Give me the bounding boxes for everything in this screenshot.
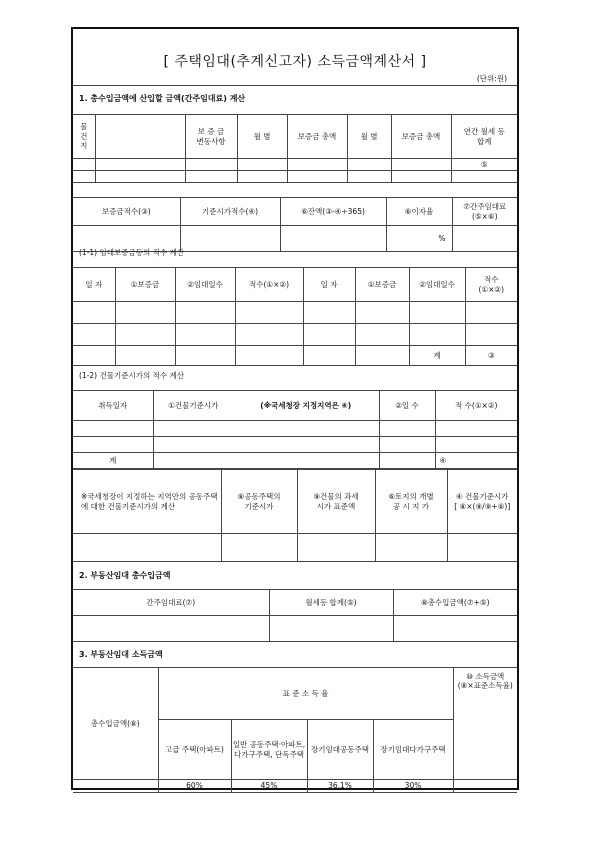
deposit-product-table (73, 267, 517, 366)
property-location-header (73, 115, 95, 159)
product-header: 적 수(①×②) (435, 391, 517, 421)
value-cell[interactable] (269, 616, 393, 642)
unit-label: (단위:원) (476, 74, 507, 83)
monthly-rent-table (73, 114, 517, 183)
income-amount-header: ⑩ 소득금액 (⑧×표준소득율) (453, 668, 517, 780)
rate-type-general: 일반 공동주택·아파트, 다가구주택, 단독주택 (231, 720, 307, 780)
building-tax-standard-header: ⑨건물의 과세 시가 표준액 (297, 470, 375, 534)
imputed-rent-header: 간주임대료(⑦) (73, 590, 269, 616)
deposit-total-header: 보증금 총액 (287, 115, 347, 159)
page-title: [ 주택임대(추계신고자) 소득금액계산서 ] (163, 54, 427, 70)
rate-value: 30% (373, 780, 453, 793)
total-label: 계 (73, 453, 153, 469)
value-cell[interactable] (452, 226, 517, 252)
mark-4: ④ (435, 453, 517, 469)
total-label: 계 (409, 346, 465, 366)
deposit-total-header: 보증금 총액 (391, 115, 451, 159)
designated-area-calc-label: ※국세청장이 지정하는 지역안의 공동주택에 대한 건물기준시가의 계산 (73, 470, 221, 534)
value-cell[interactable] (393, 616, 517, 642)
blank-header (95, 115, 185, 159)
deposit-header: ①보증금 (115, 268, 175, 302)
percent-cell[interactable]: % (386, 226, 452, 252)
rate-value: 45% (231, 780, 307, 793)
designated-area-note: (※국세청장 지정지역은 ④) (233, 391, 379, 421)
apartment-standard-price-table (73, 469, 517, 562)
date-header: 일 자 (303, 268, 355, 302)
building-price-header: ①건물기준시가 (153, 391, 233, 421)
value-cell[interactable] (73, 616, 269, 642)
value-cell[interactable] (180, 226, 280, 252)
rent-days-header: ②임대일수 (175, 268, 235, 302)
annual-rent-total-header: 연간 월세 등 합계 (451, 115, 517, 159)
subsection-1-1: (1-1) 임대보증금등의 적수 계산 (79, 248, 184, 257)
date-header: 일 자 (73, 268, 115, 302)
building-standard-price-header: ④ 건물기준시가 [ ⑧×(⑨/⑨+⑥)] (447, 470, 517, 534)
month-header: 월 별 (237, 115, 287, 159)
building-standard-price-table (73, 390, 517, 469)
mark-3: ③ (465, 346, 517, 366)
subsection-1-2: (1-2) 건물기준시가의 적수 계산 (79, 371, 184, 380)
standard-price-product-header: 기준시가적수(④) (180, 198, 280, 226)
rent-days-header: ②임대일수 (409, 268, 465, 302)
product-header: 적수(①×②) (235, 268, 303, 302)
section-2-heading: 2. 부동산임대 총수입금액 (79, 571, 171, 580)
deposit-product-header: 보증금적수(③) (73, 198, 180, 226)
total-revenue-table (73, 589, 517, 642)
section-3-heading: 3. 부동산임대 소득금액 (79, 650, 163, 659)
form-frame (71, 27, 519, 790)
divider (73, 85, 517, 86)
standard-income-rate-title: 표 준 소 득 율 (158, 668, 453, 720)
rate-type-long-term-apartment: 장기임대공동주택 (307, 720, 373, 780)
land-price-header: ⑥토지의 개별 공 시 지 가 (375, 470, 447, 534)
value-cell[interactable] (280, 226, 386, 252)
days-header: ②일 수 (379, 391, 435, 421)
total-revenue-label: 총수입금액(⑧) (73, 668, 158, 780)
product-header: 적수 (①×②) (465, 268, 517, 302)
monthly-rent-total-header: 월세등 합계(⑤) (269, 590, 393, 616)
mark-5: ⑤ (451, 159, 517, 171)
rate-value: 36.1% (307, 780, 373, 793)
balance-header: ⑥잔액(③-④÷365) (280, 198, 386, 226)
rate-type-luxury: 고급 주택(아파트) (158, 720, 231, 780)
rate-value: 60% (158, 780, 231, 793)
deposit-header: ①보증금 (355, 268, 409, 302)
month-header: 월 별 (347, 115, 391, 159)
apartment-price-header: ⑧공동주택의 기준시가 (221, 470, 297, 534)
interest-rate-header: ⑥이자율 (386, 198, 452, 226)
header-text: 물 건 지 (80, 122, 88, 151)
income-amount-table (73, 667, 517, 793)
total-revenue-header: ⑧총수입금액(⑦+⑤) (393, 590, 517, 616)
section-1-heading: 1. 총수입금액에 산입할 금액(간주임대료) 계산 (79, 94, 246, 103)
imputed-rent-table (73, 197, 517, 252)
acquisition-date-header: 취득일자 (73, 391, 153, 421)
deposit-change-header: 보 증 금 변동사항 (185, 115, 237, 159)
imputed-rent-header: ⑦간주임대료 (⑤×⑥) (452, 198, 517, 226)
rate-type-long-term-multi: 장기임대다가구주택 (373, 720, 453, 780)
